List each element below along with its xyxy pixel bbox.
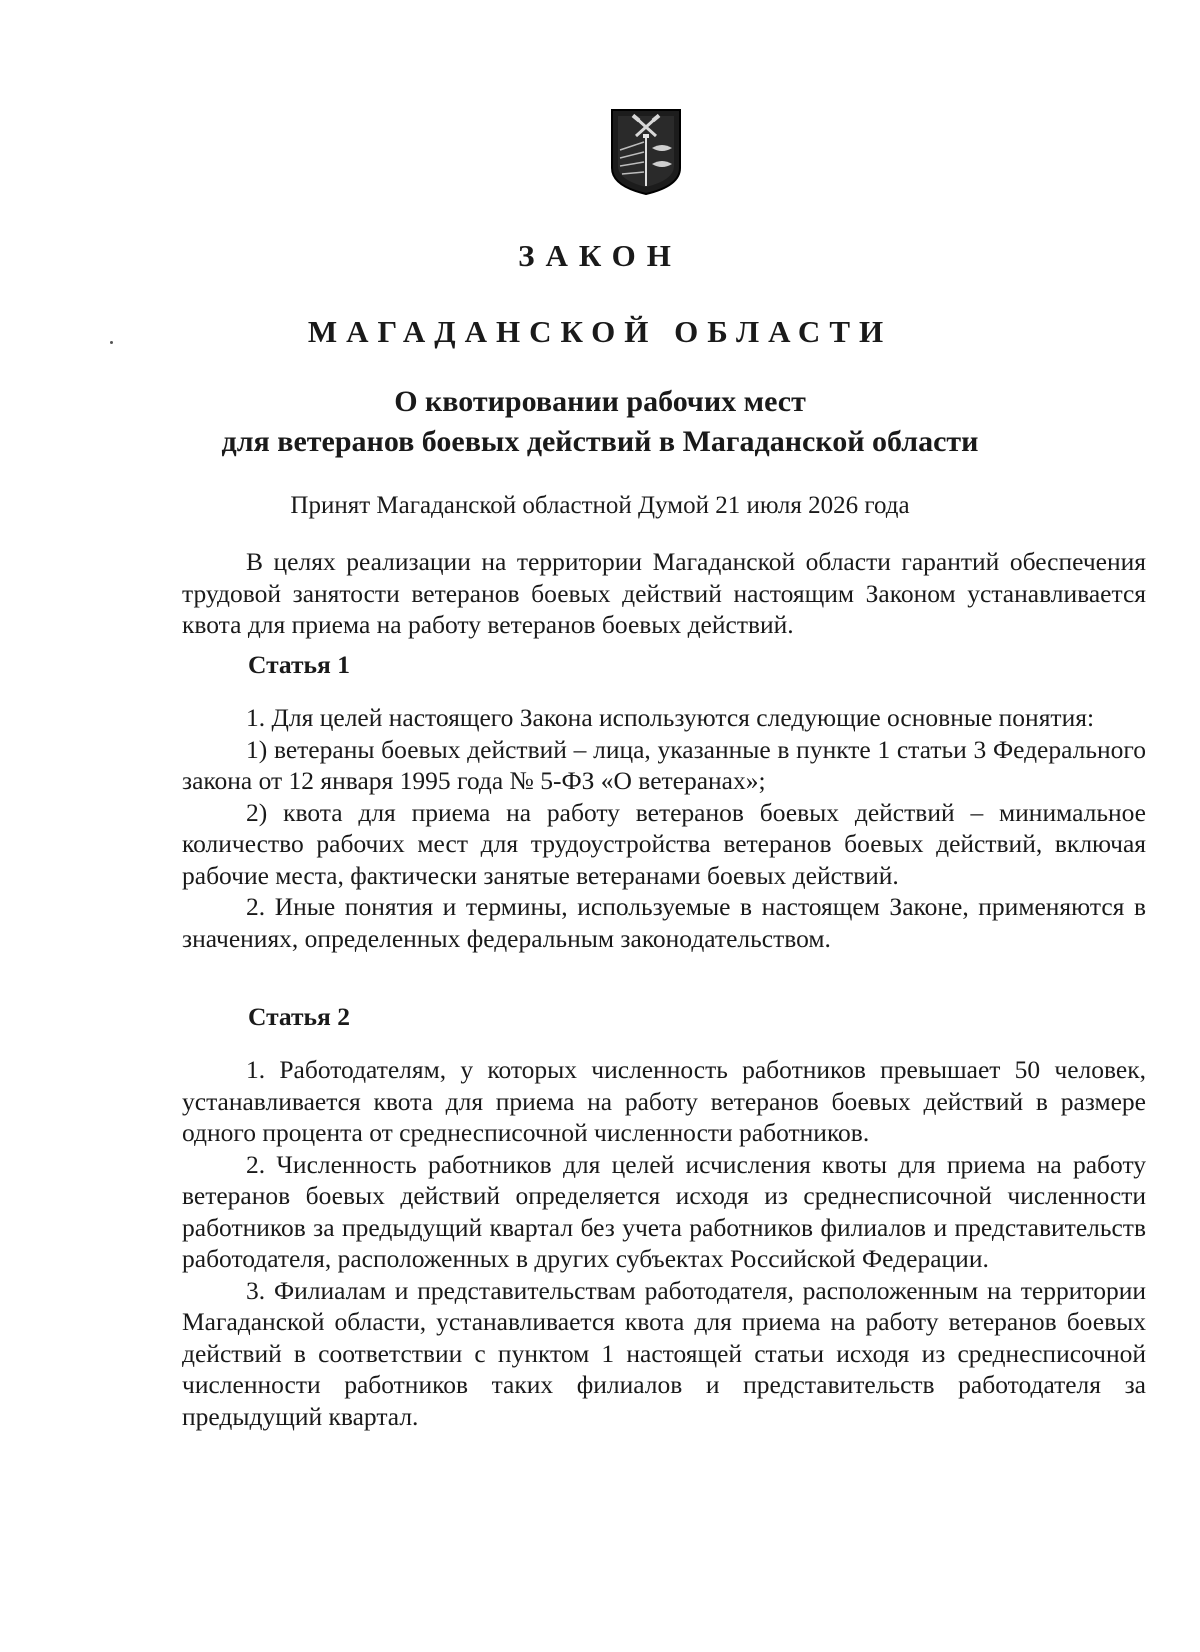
region-heading: МАГАДАНСКОЙ ОБЛАСТИ (307, 314, 893, 349)
preamble-text: В целях реализации на территории Магаданской области гарантий обеспечения трудовой занятости ветеранов боевых действий настоящим Законом устанавливается квота для приема на работу ветеранов боевых действий. (182, 547, 1146, 639)
adoption-note: Принят Магаданской областной Думой 21 июля 2026 года (290, 492, 910, 519)
article-2-paragraph: 2. Численность работников для целей исчисления квоты для приема на работу ветеранов боевых действий определяется исходя из среднесписочной численности работников за предыдущий квартал без учета работников филиалов и представительств работодателя, расположенных в других субъектах Российской Федерации. (182, 1149, 1146, 1273)
law-heading: ЗАКОН (518, 238, 682, 273)
article-1-body (182, 702, 1146, 954)
article-1-paragraph: 1) ветераны боевых действий – лица, указанные в пункте 1 статьи 3 Федерального закона от 12 января 1995 года № 5-ФЗ «О ветеранах»; (182, 734, 1146, 795)
law-title (0, 382, 1200, 462)
preamble (182, 546, 1146, 641)
law-title-line-1: О квотировании рабочих мест (394, 385, 806, 418)
article-2-paragraph: 1. Работодателям, у которых численность работников превышает 50 человек, устанавливается квота для приема на работу ветеранов боевых действий в размере одного процента от среднесписочной численности работников. (182, 1055, 1146, 1147)
article-2-body (182, 1054, 1146, 1432)
coat-of-arms-icon (610, 108, 682, 196)
article-1-title: Статья 1 (248, 650, 350, 679)
article-2-paragraph: 3. Филиалам и представительствам работодателя, расположенным на территории Магаданской области, устанавливается квота для приема на работу ветеранов боевых действий в соответствии с пунктом 1 настоящей статьи исходя из среднесписочной численности работников таких филиалов и представительств работодателя за предыдущий квартал. (182, 1275, 1146, 1431)
article-2-title: Статья 2 (248, 1002, 350, 1031)
article-1-paragraph: 2) квота для приема на работу ветеранов боевых действий – минимальное количество рабочих мест для трудоустройства ветеранов боевых действий, включая рабочие места, фактически занятые ветеранами боевых действий. (182, 797, 1146, 890)
law-title-line-2: для ветеранов боевых действий в Магаданской области (221, 425, 979, 458)
article-1-paragraph: 1. Для целей настоящего Закона используются следующие основные понятия: (246, 703, 1095, 732)
article-1-paragraph: 2. Иные понятия и термины, используемые в настоящем Законе, применяются в значениях, определенных федеральным законодательством. (182, 892, 1146, 953)
